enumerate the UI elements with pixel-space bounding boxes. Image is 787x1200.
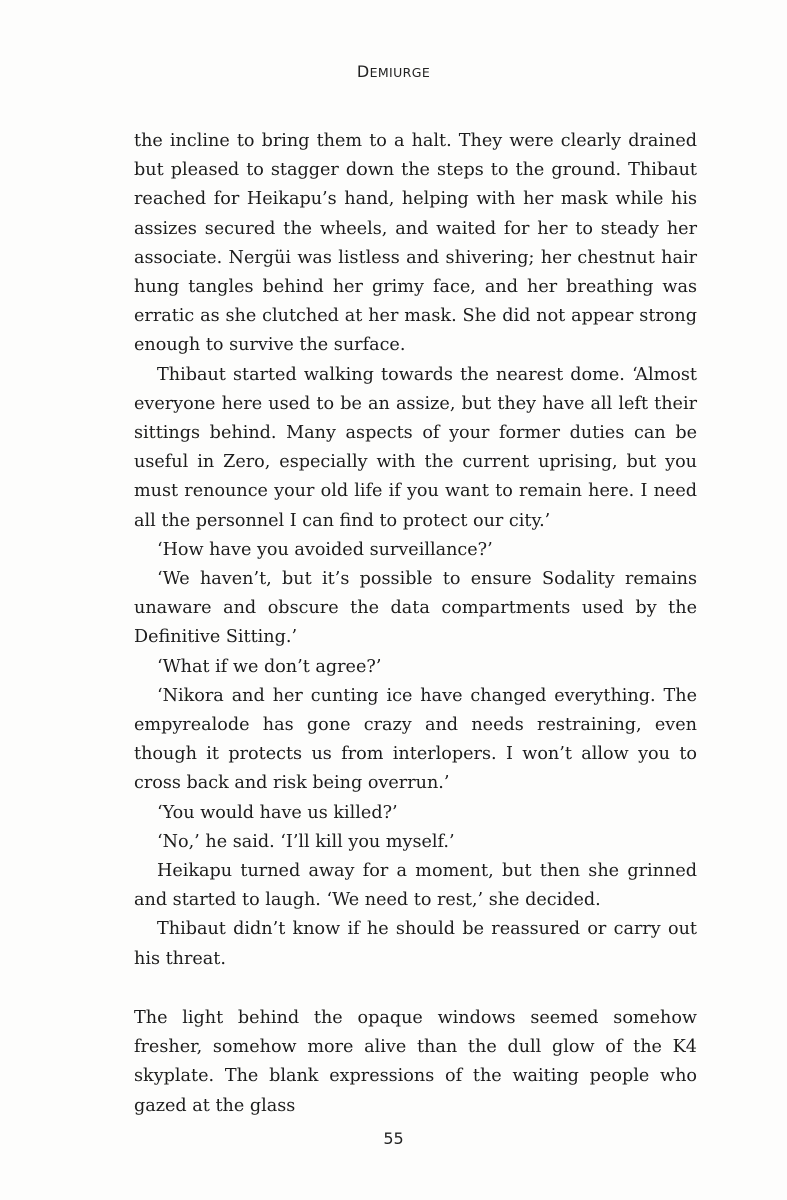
paragraph: Heikapu turned away for a moment, but then she grinned and started to laugh. ‘We need to rest,’ she decided. <box>134 861 697 911</box>
body-text <box>134 127 697 1121</box>
paragraph: ‘No,’ he said. ‘I’ll kill you myself.’ <box>157 831 455 852</box>
page-number: 55 <box>383 1129 404 1148</box>
paragraph: ‘What if we don’t agree?’ <box>157 656 382 677</box>
paragraph: ‘We haven’t, but it’s possible to ensure Sodality remains unaware and obscure the data compartments used by the Definitive Sitting.’ <box>134 569 697 648</box>
paragraph: the incline to bring them to a halt. They were clearly drained but pleased to stagger down the steps to the ground. Thibaut reached for Heikapu’s hand, helping with her mask while his assizes secured the wheels, and waited for her to steady her associate. Nergüi was listless and shivering; her chestnut hair hung tangles behind her grimy face, and her breathing was erratic as she clutched at her mask. She did not appear strong enough to survive the surface. <box>134 131 697 356</box>
running-head-rest: EMIURGE <box>369 65 431 80</box>
running-head-initial: D <box>356 62 370 81</box>
paragraph: ‘Nikora and her cunting ice have changed everything. The empyrealode has gone crazy and needs restraining, even though it protects us from interlopers. I won’t allow you to cross back and risk being overrun.’ <box>134 685 697 794</box>
paragraph: Thibaut didn’t know if he should be reassured or carry out his threat. <box>134 919 697 969</box>
running-head-title <box>0 62 787 81</box>
paragraph-section-start: The light behind the opaque windows seemed somehow fresher, somehow more alive than the dull glow of the K4 skyplate. The blank expressions of the waiting people who gazed at the glass <box>134 1007 697 1116</box>
paragraph: ‘You would have us killed?’ <box>157 802 398 823</box>
paragraph: ‘How have you avoided surveillance?’ <box>157 539 493 560</box>
paragraph: Thibaut started walking towards the nearest dome. ‘Almost everyone here used to be an assize, but they have all left their sittings behind. Many aspects of your former duties can be useful in Zero, especially with the current uprising, but you must renounce your old life if you want to remain here. I need all the personnel I can find to protect our city.’ <box>134 364 697 531</box>
